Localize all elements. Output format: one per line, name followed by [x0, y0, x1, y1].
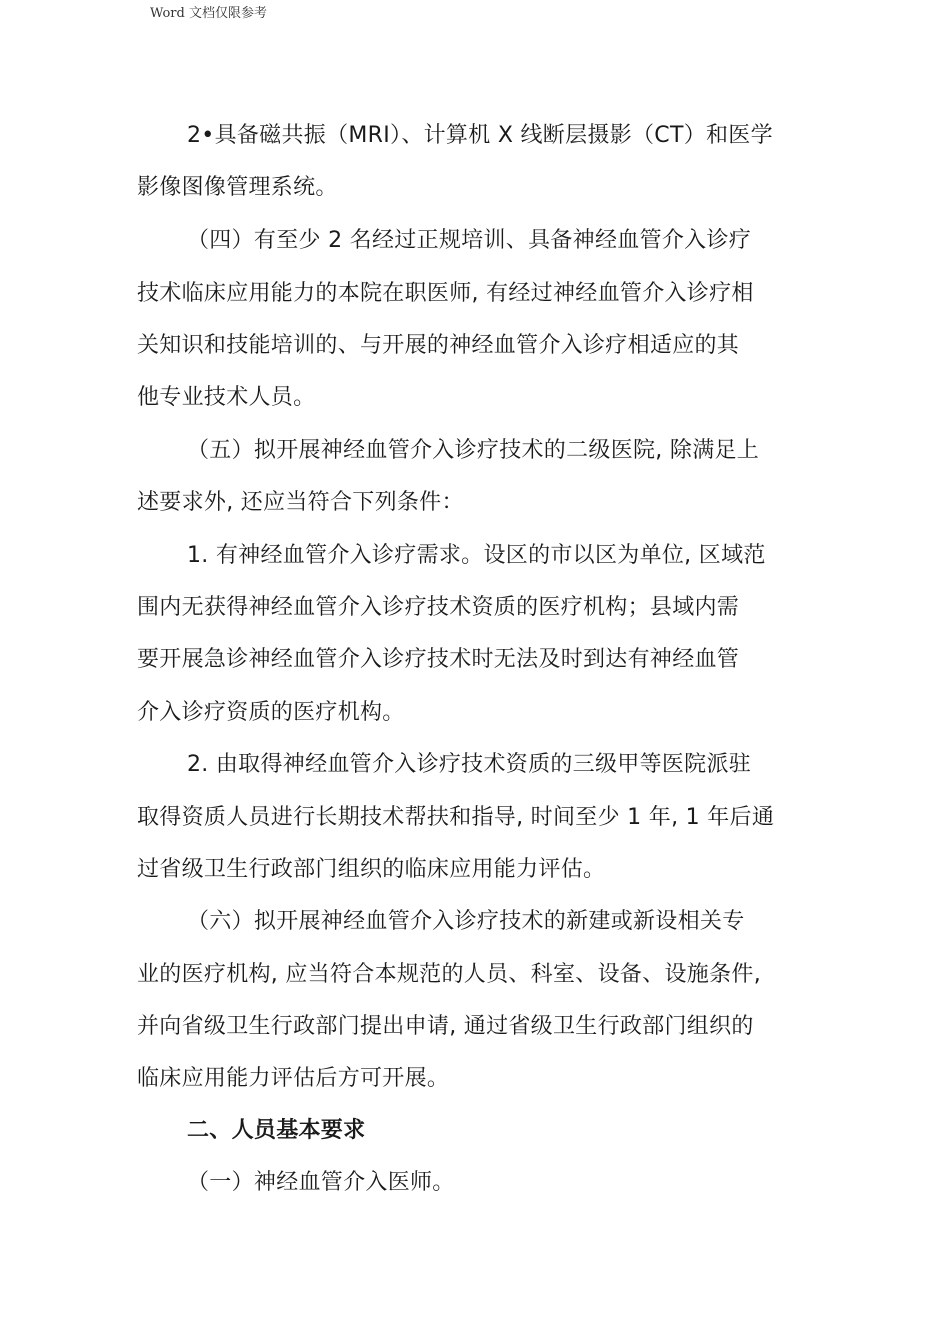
- header-note: Word 文档仅限参考: [150, 6, 267, 21]
- paragraph-line: 过省级卫生行政部门组织的临床应用能力评估。: [137, 857, 606, 882]
- paragraph-line: 2•具备磁共振（MRI）、计算机 X 线断层摄影（CT）和医学: [187, 123, 773, 148]
- paragraph-line: 介入诊疗资质的医疗机构。: [137, 700, 405, 725]
- paragraph-line: 技术临床应用能力的本院在职医师, 有经过神经血管介入诊疗相: [137, 281, 754, 306]
- paragraph-line: 要开展急诊神经血管介入诊疗技术时无法及时到达有神经血管: [137, 647, 740, 672]
- subsection-heading: （一）神经血管介入医师。: [187, 1170, 455, 1195]
- paragraph-line: 关知识和技能培训的、与开展的神经血管介入诊疗相适应的其: [137, 333, 740, 358]
- paragraph-line: 他专业技术人员。: [137, 385, 316, 410]
- paragraph-line: 围内无获得神经血管介入诊疗技术资质的医疗机构；县域内需: [137, 595, 740, 620]
- paragraph-line: 影像图像管理系统。: [137, 175, 338, 200]
- paragraph-line: 述要求外, 还应当符合下列条件：: [137, 490, 464, 515]
- paragraph-line: 业的医疗机构, 应当符合本规范的人员、科室、设备、设施条件,: [137, 962, 761, 987]
- paragraph-line: 取得资质人员进行长期技术帮扶和指导, 时间至少 1 年, 1 年后通: [137, 805, 775, 830]
- paragraph-line: 1. 有神经血管介入诊疗需求。设区的市以区为单位, 区域范: [187, 543, 766, 568]
- paragraph-line: （四）有至少 2 名经过正规培训、具备神经血管介入诊疗: [187, 228, 752, 253]
- section-heading: 二、人员基本要求: [187, 1118, 366, 1143]
- paragraph-line: 2. 由取得神经血管介入诊疗技术资质的三级甲等医院派驻: [187, 752, 752, 777]
- paragraph-line: 临床应用能力评估后方可开展。: [137, 1066, 450, 1091]
- paragraph-line: （六）拟开展神经血管介入诊疗技术的新建或新设相关专: [187, 909, 745, 934]
- paragraph-line: （五）拟开展神经血管介入诊疗技术的二级医院, 除满足上: [187, 438, 760, 463]
- paragraph-line: 并向省级卫生行政部门提出申请, 通过省级卫生行政部门组织的: [137, 1014, 754, 1039]
